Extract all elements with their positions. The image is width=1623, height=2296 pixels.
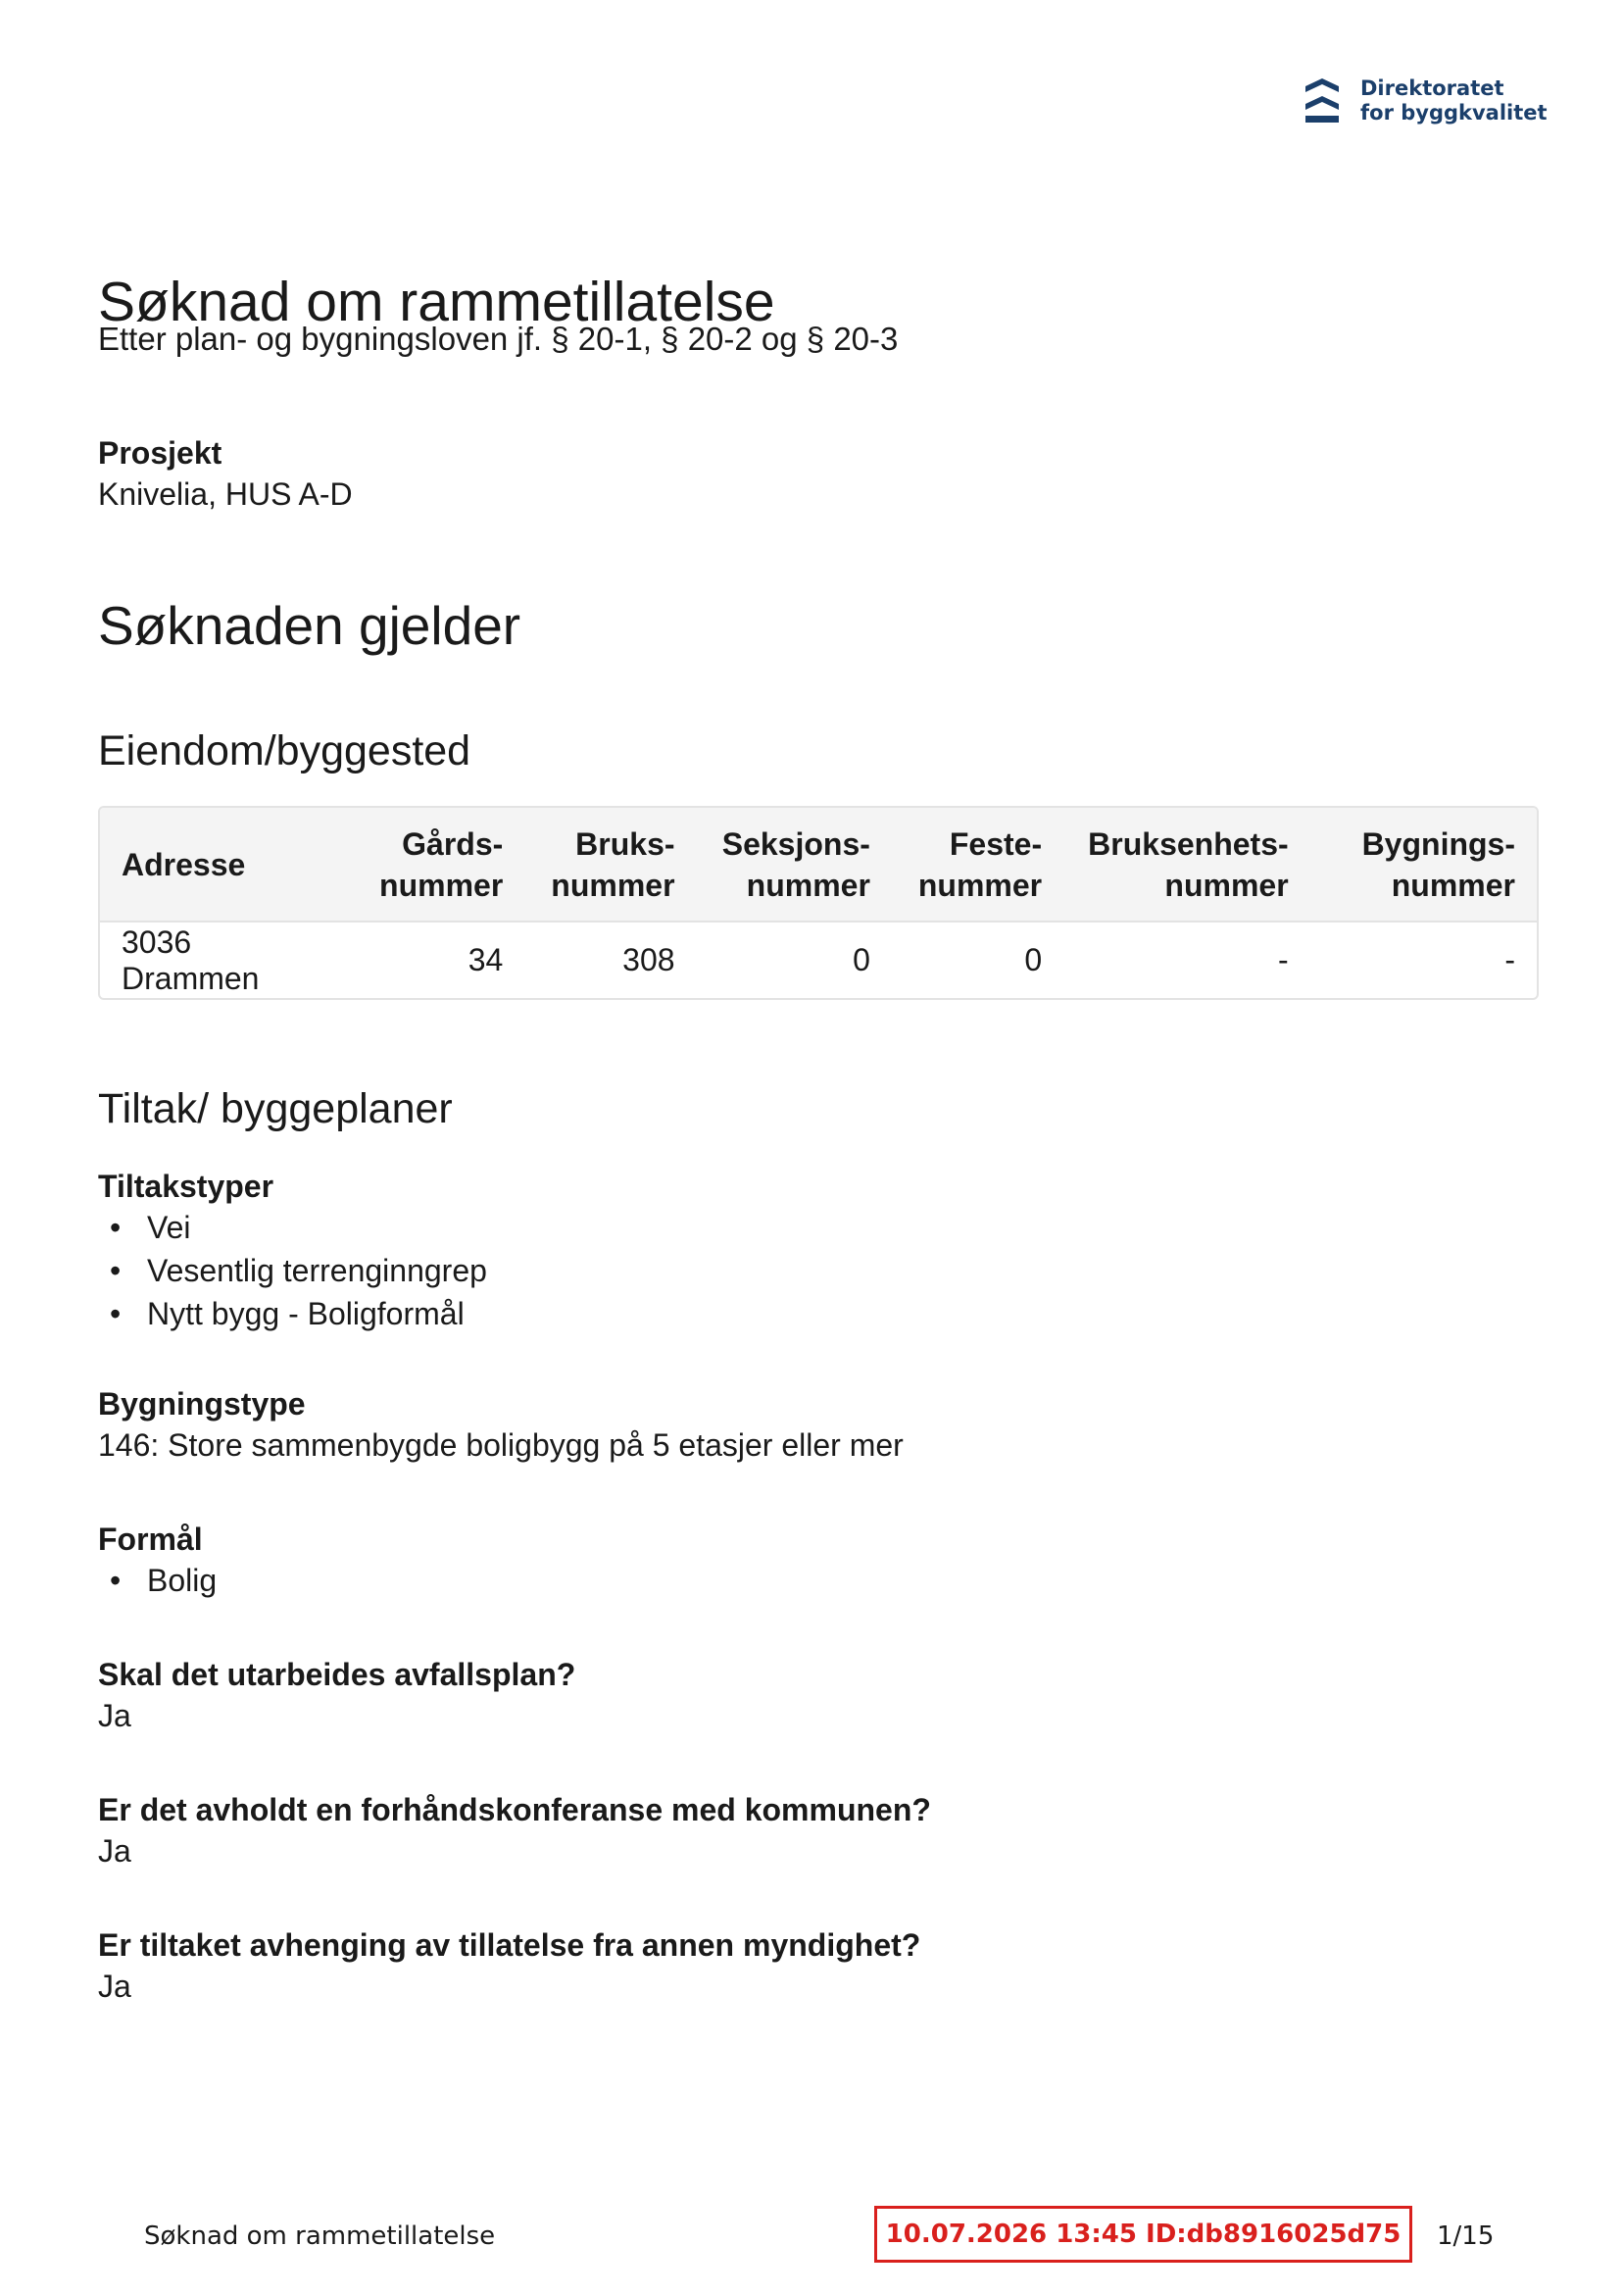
col-header-gardsnummer: Gårds- nummer (379, 825, 504, 903)
document-title: Søknad om rammetillatelse (98, 271, 775, 333)
timestamp-id-stamp: 10.07.2026 13:45 ID:db8916025d75 (874, 2206, 1412, 2263)
building-type-block (98, 1384, 904, 1467)
cell-seksjonsnummer: 0 (853, 942, 870, 977)
measure-types-list (98, 1206, 487, 1335)
project-value: Knivelia, HUS A-D (98, 476, 353, 512)
col-header-bruksenhetsnummer: Bruksenhets- nummer (1088, 825, 1289, 903)
project-label: Prosjekt (98, 435, 222, 471)
pre-conference-value: Ja (98, 1833, 131, 1869)
measures-heading: Tiltak/ byggeplaner (98, 1085, 453, 1132)
other-authority-label: Er tiltaket avhenging av tillatelse fra annen myndighet? (98, 1927, 921, 1963)
other-authority-block (98, 1925, 920, 2008)
col-header-address: Adresse (122, 846, 246, 882)
col-header-seksjonsnummer: Seksjons- nummer (721, 825, 870, 903)
waste-plan-value: Ja (98, 1698, 131, 1733)
project-block (98, 433, 353, 516)
pre-conference-block (98, 1790, 931, 1872)
list-item: • Vei (98, 1206, 487, 1249)
col-header-bruksnummer: Bruks- nummer (551, 825, 675, 903)
table-header-row (100, 808, 1537, 922)
col-header-festenummer: Feste- nummer (917, 825, 1043, 903)
pre-conference-label: Er det avholdt en forhåndskonferanse med kommunen? (98, 1792, 931, 1827)
list-item: • Vesentlig terrenginngrep (98, 1249, 487, 1292)
purpose-label: Formål (98, 1522, 203, 1557)
measure-types-label: Tiltakstyper (98, 1169, 274, 1204)
logo-line-2: for byggkvalitet (1360, 101, 1548, 125)
waste-plan-label: Skal det utarbeides avfallsplan? (98, 1657, 576, 1692)
cell-festenummer: 0 (1024, 942, 1043, 977)
waste-plan-block (98, 1655, 575, 1737)
logo-line-1: Direktoratet (1360, 76, 1504, 100)
dibk-logo (1303, 76, 1548, 125)
table-row (100, 922, 1537, 998)
purpose-list (98, 1559, 217, 1602)
section-heading: Søknaden gjelder (98, 595, 521, 656)
cell-gardsnummer: 34 (467, 942, 504, 977)
cell-address: 3036 Drammen (122, 923, 260, 996)
other-authority-value: Ja (98, 1969, 131, 2004)
cell-bygningsnummer: - (1504, 942, 1515, 977)
cell-bruksnummer: 308 (622, 942, 675, 977)
document-subtitle: Etter plan- og bygningsloven jf. § 20-1, § 20-2 og § 20-3 (98, 321, 899, 357)
cell-bruksenhetsnummer: - (1278, 942, 1289, 977)
page-number: 1/15 (1437, 2221, 1495, 2251)
property-table (98, 806, 1539, 1000)
property-heading: Eiendom/byggested (98, 727, 471, 774)
building-type-label: Bygningstype (98, 1386, 306, 1422)
col-header-bygningsnummer: Bygnings- nummer (1361, 825, 1515, 903)
page-footer (0, 2206, 1623, 2265)
measure-types-block (98, 1167, 487, 1335)
footer-title: Søknad om rammetillatelse (144, 2221, 496, 2251)
logo-text (1360, 76, 1548, 125)
list-item: • Nytt bygg - Boligformål (98, 1292, 487, 1335)
purpose-block (98, 1520, 217, 1602)
dibk-chevron-logo-icon (1303, 76, 1341, 125)
building-type-value: 146: Store sammenbygde boligbygg på 5 etasjer eller mer (98, 1427, 904, 1463)
list-item: • Bolig (98, 1559, 217, 1602)
